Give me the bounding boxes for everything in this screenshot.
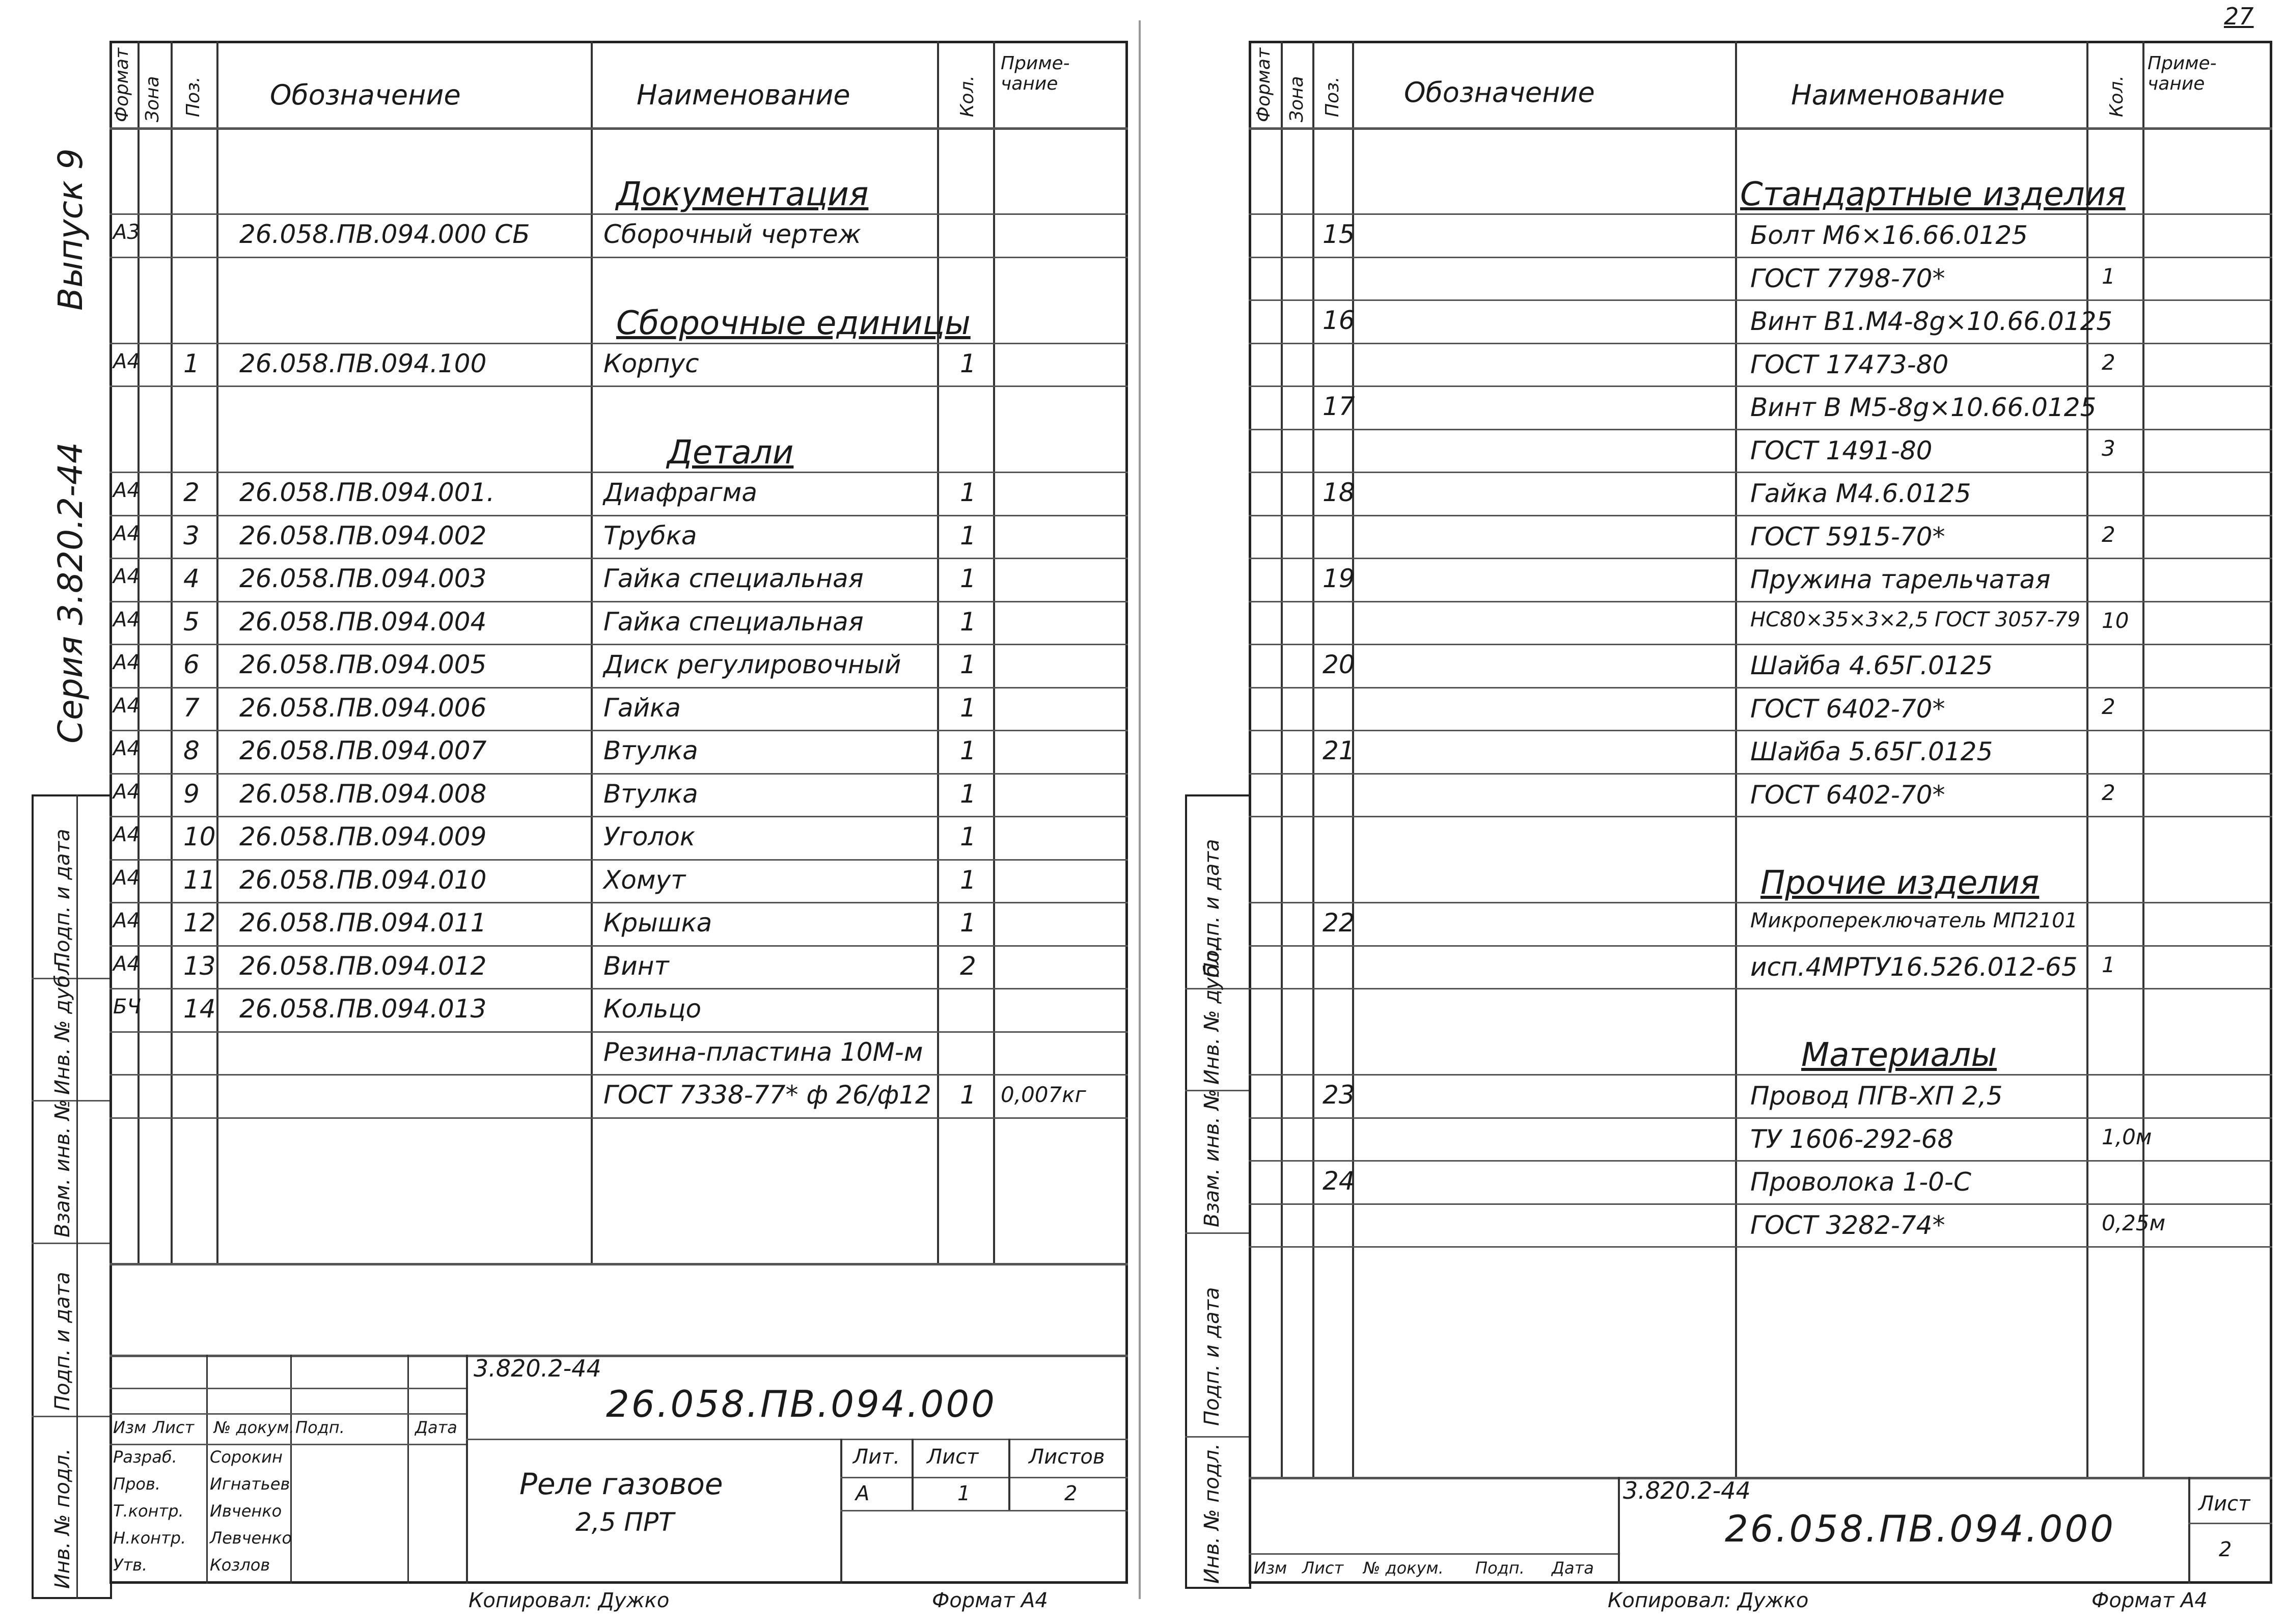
row-position: 3 — [183, 520, 200, 550]
tb-person: Козлов — [210, 1555, 270, 1575]
row-name: Трубка — [603, 520, 697, 550]
row-name: Шайба 5.65Г.0125 — [1750, 737, 1993, 766]
row-position: 15 — [1323, 219, 1355, 249]
tb-right-col-header: Дата — [1552, 1558, 1594, 1578]
tb-role: Разраб. — [113, 1447, 177, 1467]
row-position: 18 — [1323, 478, 1355, 507]
section-heading: Материалы — [1801, 1036, 1997, 1074]
row-position: 19 — [1323, 564, 1355, 593]
row-qty: 1 — [960, 908, 976, 938]
row-name: Гайка М4.6.0125 — [1750, 479, 1971, 508]
footer-copied-left: Копировал: Дужко — [469, 1589, 670, 1612]
tb-role: Н.контр. — [113, 1528, 186, 1548]
tb-sheet-label: Лист — [927, 1445, 979, 1469]
header-qty: Кол. — [957, 75, 978, 117]
row-position: 11 — [183, 865, 216, 895]
side-stamp-right-3: Взам. инв. № — [1200, 1089, 1224, 1227]
row-name: Корпус — [603, 348, 699, 378]
row-name: ТУ 1606-292-68 — [1750, 1124, 1954, 1154]
row-format: А4 — [113, 952, 140, 976]
section-heading: Прочие изделия — [1760, 864, 2040, 902]
footer-format-left: Формат А4 — [932, 1589, 1048, 1612]
row-name: Втулка — [603, 736, 698, 765]
row-position: 2 — [183, 478, 200, 507]
row-designation: 26.058.ПВ.094.000 СБ — [239, 219, 530, 249]
tb-right-doc-number: 26.058.ПВ.094.000 — [1725, 1507, 2115, 1550]
tb-right-list-label: Лист — [2198, 1492, 2250, 1516]
section-heading: Сборочные единицы — [616, 305, 971, 342]
header-pos: Поз. — [183, 76, 204, 117]
row-format: А4 — [113, 909, 140, 932]
section-heading: Детали — [667, 433, 794, 472]
row-qty: 1,0м — [2102, 1124, 2152, 1149]
row-position: 17 — [1323, 392, 1355, 421]
header-pos-right: Поз. — [1322, 76, 1343, 117]
row-position: 14 — [183, 994, 216, 1024]
row-qty: 1 — [960, 650, 976, 679]
row-name: Крышка — [603, 908, 712, 938]
row-qty: 2 — [2102, 349, 2115, 375]
row-format: А3 — [113, 221, 140, 244]
row-name: ГОСТ 1491-80 — [1750, 435, 1933, 465]
header-format: Формат — [112, 47, 132, 122]
tb-person: Ивченко — [210, 1501, 282, 1521]
row-qty: 1 — [960, 822, 976, 851]
footer-copied-right: Копировал: Дужко — [1608, 1589, 1809, 1612]
row-qty: 1 — [960, 520, 976, 550]
row-name: Шайба 4.65Г.0125 — [1750, 651, 1993, 680]
tb-role: Утв. — [113, 1555, 148, 1575]
row-qty: 1 — [960, 564, 976, 593]
header-note-right: Приме- чание — [2148, 53, 2217, 94]
right-sheet — [1149, 0, 2285, 1624]
row-name: Гайка специальная — [603, 564, 864, 593]
row-note: 0,007кг — [1001, 1082, 1086, 1107]
row-name: Микропереключатель МП2101 — [1750, 909, 2078, 932]
row-position: 16 — [1323, 306, 1355, 335]
tb-sheets-label: Листов — [1029, 1445, 1105, 1469]
row-format: А4 — [113, 737, 140, 760]
side-stamp-right-4: Подп. и дата — [1200, 1287, 1224, 1426]
row-name: Проволока 1-0-С — [1750, 1167, 1971, 1197]
row-name: Резина-пластина 10М-м — [603, 1037, 923, 1067]
row-position: 10 — [183, 822, 216, 851]
row-designation: 26.058.ПВ.094.012 — [239, 951, 487, 981]
row-position: 7 — [183, 693, 200, 723]
row-name: НС80×35×3×2,5 ГОСТ 3057-79 — [1750, 608, 2081, 631]
row-position: 20 — [1323, 650, 1355, 679]
row-designation: 26.058.ПВ.094.013 — [239, 994, 487, 1024]
row-format: А4 — [113, 521, 140, 545]
row-name: исп.4МРТУ16.526.012-65 — [1750, 952, 2078, 982]
page-number: 27 — [2224, 3, 2254, 30]
row-position: 9 — [183, 779, 200, 809]
row-name: Гайка специальная — [603, 607, 864, 637]
row-name: ГОСТ 17473-80 — [1750, 349, 1949, 379]
row-designation: 26.058.ПВ.094.010 — [239, 865, 487, 895]
tb-sheet-value: 1 — [957, 1482, 971, 1505]
seriya-stamp: Серия 3.820.2-44 — [51, 442, 90, 744]
row-designation: 26.058.ПВ.094.006 — [239, 693, 487, 723]
header-zone: Зона — [142, 76, 163, 122]
row-name: Болт М6×16.66.0125 — [1750, 221, 2028, 250]
tb-col-header: Подп. — [295, 1418, 345, 1437]
side-stamp-3: Взам. инв. № — [51, 1099, 74, 1237]
left-sheet — [0, 0, 1136, 1624]
row-position: 12 — [183, 908, 216, 938]
tb-product-sub: 2,5 ПРТ — [575, 1507, 674, 1537]
tb-col-header: Лист — [153, 1418, 195, 1437]
row-format: А4 — [113, 608, 140, 631]
side-stamp-4: Подп. и дата — [51, 1272, 74, 1411]
row-name: Хомут — [603, 865, 686, 895]
tb-doc-number: 26.058.ПВ.094.000 — [606, 1383, 997, 1425]
row-format: А4 — [113, 479, 140, 502]
row-name: Провод ПГВ-ХП 2,5 — [1750, 1081, 2003, 1111]
row-name: Втулка — [603, 779, 698, 809]
vypusk-stamp: Выпуск 9 — [51, 148, 90, 311]
row-position: 5 — [183, 607, 200, 637]
tb-person: Левченко — [210, 1528, 292, 1548]
side-stamp-right-2: Инв. № дубл. — [1200, 945, 1224, 1085]
row-designation: 26.058.ПВ.094.005 — [239, 650, 487, 679]
tb-right-col-header: Лист — [1302, 1558, 1344, 1578]
row-name: Диафрагма — [603, 478, 757, 507]
row-designation: 26.058.ПВ.094.002 — [239, 520, 487, 550]
row-name: ГОСТ 3282-74* — [1750, 1210, 1945, 1240]
row-qty: 1 — [960, 693, 976, 723]
row-qty: 2 — [960, 951, 976, 981]
side-stamp-2: Инв. № дубл. — [51, 955, 74, 1095]
row-qty: 1 — [960, 478, 976, 507]
row-qty: 1 — [2102, 263, 2115, 289]
tb-lit-value: А — [856, 1482, 870, 1505]
tb-right-col-header: Подп. — [1475, 1558, 1525, 1578]
row-name: Диск регулировочный — [603, 650, 901, 679]
tb-role: Т.контр. — [113, 1501, 184, 1521]
row-position: 8 — [183, 736, 200, 765]
tb-person: Игнатьев — [210, 1474, 290, 1494]
tb-right-list-value: 2 — [2219, 1538, 2232, 1561]
row-format: А4 — [113, 349, 140, 373]
row-name: ГОСТ 6402-70* — [1750, 780, 1945, 810]
header-designation: Обозначение — [270, 79, 461, 111]
row-qty: 1 — [960, 865, 976, 895]
tb-sheets-value: 2 — [1064, 1482, 1078, 1505]
tb-col-header: № докум. — [214, 1418, 294, 1437]
row-qty: 1 — [960, 607, 976, 637]
row-qty: 10 — [2102, 608, 2129, 633]
row-designation: 26.058.ПВ.094.011 — [239, 908, 487, 938]
header-zone-right: Зона — [1286, 76, 1307, 122]
header-note: Приме- чание — [1001, 53, 1070, 94]
tb-series-code: 3.820.2-44 — [474, 1355, 601, 1382]
row-qty: 1 — [960, 779, 976, 809]
row-name: ГОСТ 7798-70* — [1750, 263, 1945, 293]
page-gutter — [1139, 20, 1141, 1599]
row-position: 23 — [1323, 1080, 1355, 1110]
row-qty: 1 — [960, 736, 976, 765]
row-designation: 26.058.ПВ.094.004 — [239, 607, 487, 637]
row-name: ГОСТ 7338-77* ф 26/ф12 — [603, 1080, 931, 1110]
row-name: Кольцо — [603, 994, 702, 1024]
row-qty: 2 — [2102, 694, 2115, 719]
row-designation: 26.058.ПВ.094.009 — [239, 822, 487, 851]
row-format: А4 — [113, 823, 140, 846]
row-format: БЧ — [113, 995, 141, 1019]
tb-col-header: Дата — [415, 1418, 457, 1437]
row-designation: 26.058.ПВ.094.003 — [239, 564, 487, 593]
tb-right-col-header: Изм — [1254, 1558, 1287, 1578]
tb-right-series: 3.820.2-44 — [1623, 1477, 1751, 1504]
tb-lit-label: Лит. — [853, 1445, 900, 1469]
row-name: Уголок — [603, 822, 696, 851]
row-qty: 3 — [2102, 435, 2115, 461]
tb-role: Пров. — [113, 1474, 160, 1494]
header-designation-right: Обозначение — [1404, 76, 1595, 108]
row-qty: 1 — [960, 1080, 976, 1110]
tb-col-header: Изм — [113, 1418, 147, 1437]
header-name-right: Наименование — [1791, 79, 2005, 111]
row-name: Гайка — [603, 693, 681, 723]
row-format: А4 — [113, 694, 140, 718]
row-name: ГОСТ 6402-70* — [1750, 694, 1945, 724]
header-format-right: Формат — [1253, 47, 1274, 122]
row-position: 1 — [183, 348, 200, 378]
row-qty: 2 — [2102, 521, 2115, 547]
row-qty: 0,25м — [2102, 1210, 2166, 1235]
row-name: Винт — [603, 951, 669, 981]
side-stamp-5: Инв. № подл. — [51, 1448, 74, 1589]
row-position: 13 — [183, 951, 216, 981]
section-heading: Стандартные изделия — [1740, 175, 2126, 213]
spec-table-left — [109, 41, 1128, 1584]
row-position: 6 — [183, 650, 200, 679]
tb-product-name: Реле газовое — [519, 1467, 723, 1501]
row-format: А4 — [113, 780, 140, 804]
header-qty-right: Кол. — [2106, 75, 2127, 117]
row-format: А4 — [113, 565, 140, 588]
row-qty: 1 — [960, 348, 976, 378]
tb-person: Сорокин — [210, 1447, 283, 1467]
row-designation: 26.058.ПВ.094.008 — [239, 779, 487, 809]
row-qty: 2 — [2102, 780, 2115, 805]
row-format: А4 — [113, 866, 140, 890]
side-stamp-right-1: Подп. и дата — [1200, 839, 1224, 978]
side-stamp-1: Подп. и дата — [51, 829, 74, 968]
row-format: А4 — [113, 651, 140, 674]
row-name: Пружина тарельчатая — [1750, 565, 2051, 594]
section-heading: Документация — [616, 175, 869, 213]
side-stamp-right-5: Инв. № подл. — [1200, 1443, 1224, 1584]
row-position: 21 — [1323, 736, 1355, 765]
footer-format-right: Формат А4 — [2091, 1589, 2208, 1612]
row-designation: 26.058.ПВ.094.001. — [239, 478, 495, 507]
row-designation: 26.058.ПВ.094.007 — [239, 736, 487, 765]
row-position: 4 — [183, 564, 200, 593]
row-position: 22 — [1323, 908, 1355, 938]
row-qty: 1 — [2102, 952, 2115, 977]
row-name: Винт В1.М4-8g×10.66.0125 — [1750, 307, 2113, 336]
row-name: Винт В М5-8g×10.66.0125 — [1750, 393, 2097, 422]
tb-right-col-header: № докум. — [1363, 1558, 1444, 1578]
header-name: Наименование — [637, 79, 850, 111]
row-name: ГОСТ 5915-70* — [1750, 521, 1945, 552]
row-designation: 26.058.ПВ.094.100 — [239, 348, 487, 378]
row-position: 24 — [1323, 1166, 1355, 1196]
row-name: Сборочный чертеж — [603, 219, 861, 249]
